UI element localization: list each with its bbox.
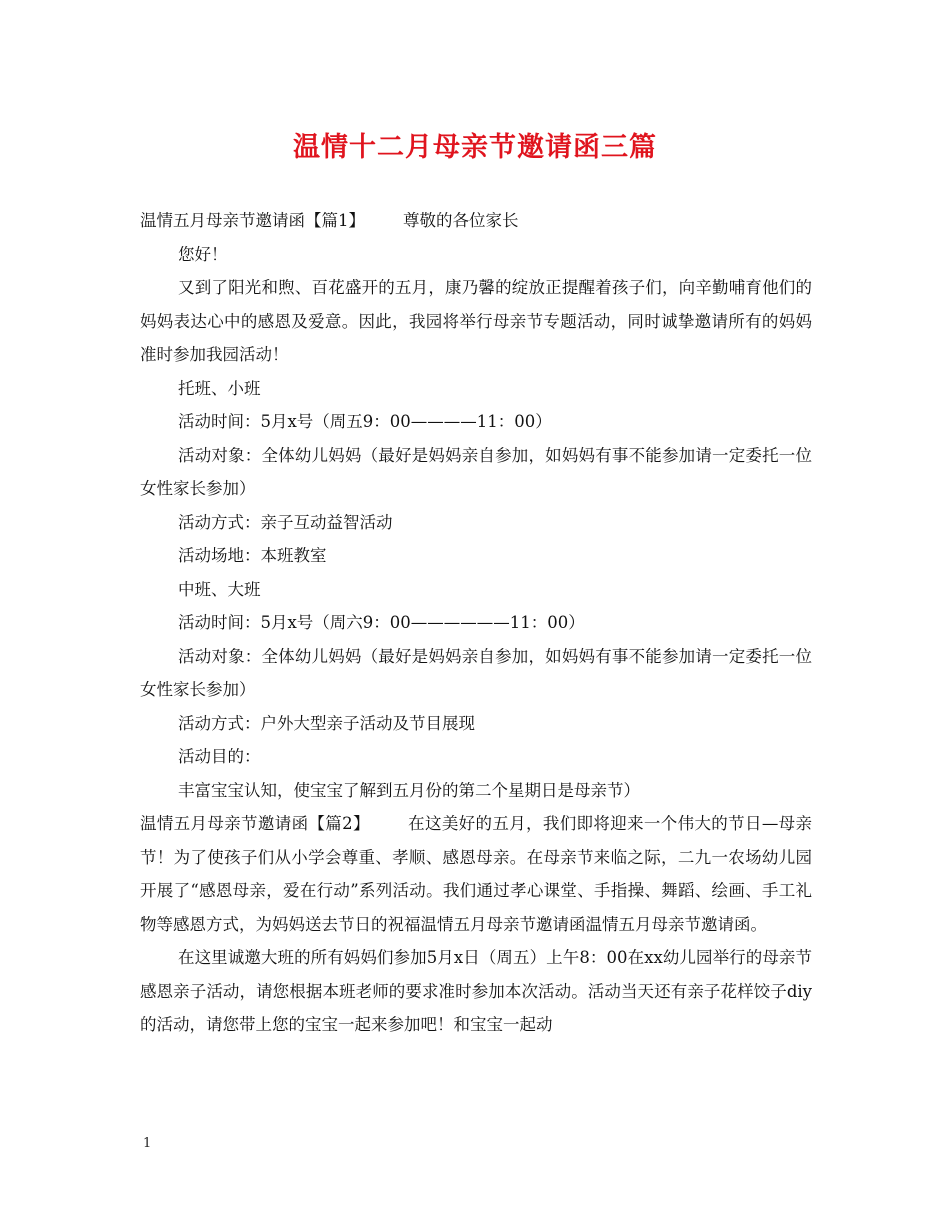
purpose-text: 丰富宝宝认知，使宝宝了解到五月份的第二个星期日是母亲节） xyxy=(178,780,640,800)
group1-venue: 活动场地：本班教室 xyxy=(178,546,327,565)
invite-paragraph: 在这里诚邀大班的所有妈妈们参加5月x日（周五）上午8：00在xx幼儿园举行的母亲节感恩亲子活动，请您根据本班老师的要求准时参加本次活动。活动当天还有亲子花样饺子diy的活动，请您带上您的宝宝一起来参加吧！和宝宝一起动 xyxy=(140,948,812,1034)
section1-salutation: 尊敬的各位家长 xyxy=(403,211,519,230)
document-body xyxy=(140,204,812,1042)
group2-method: 活动方式：户外大型亲子活动及节目展现 xyxy=(178,713,475,733)
group1-name: 托班、小班 xyxy=(178,378,261,398)
greeting: 您好！ xyxy=(178,244,228,264)
page-number: 1 xyxy=(143,1136,152,1151)
group1-target: 活动对象：全体幼儿妈妈（最好是妈妈亲自参加，如妈妈有事不能参加请一定委托一位女性家长参加） xyxy=(140,445,812,498)
purpose-label: 活动目的： xyxy=(178,747,261,766)
group2-name: 中班、大班 xyxy=(178,579,261,599)
intro-paragraph: 又到了阳光和煦、百花盛开的五月，康乃馨的绽放正提醒着孩子们，向辛勤哺育他们的妈妈表达心中的感恩及爱意。因此，我园将举行母亲节专题活动，同时诚挚邀请所有的妈妈准时参加我园活动！ xyxy=(140,278,812,364)
section1-heading-line xyxy=(140,204,812,238)
group1-time: 活动时间：5月x号（周五9：00————11：00） xyxy=(178,412,552,431)
section2-paragraph-block xyxy=(140,807,812,941)
section1-heading: 温情五月母亲节邀请函【篇1】 xyxy=(140,211,365,230)
section2-heading: 温情五月母亲节邀请函【篇2】 xyxy=(140,814,370,833)
group2-time: 活动时间：5月x号（周六9：00——————11：00） xyxy=(178,613,585,632)
document-title: 温情十二月母亲节邀请函三篇 xyxy=(293,132,657,163)
section2-paragraph: 在这美好的五月，我们即将迎来一个伟大的节日—母亲节！为了使孩子们从小学会尊重、孝顺、感恩母亲。在母亲节来临之际，二九一农场幼儿园开展了“感恩母亲，爱在行动”系列活动。我们通过孝心课堂、手指操、舞蹈、绘画、手工礼物等感恩方式，为妈妈送去节日的祝福温情五月母亲节邀请函温情五月母亲节邀请函。 xyxy=(140,814,813,934)
group1-method: 活动方式：亲子互动益智活动 xyxy=(178,512,393,532)
group2-target: 活动对象：全体幼儿妈妈（最好是妈妈亲自参加，如妈妈有事不能参加请一定委托一位女性家长参加） xyxy=(140,646,812,699)
